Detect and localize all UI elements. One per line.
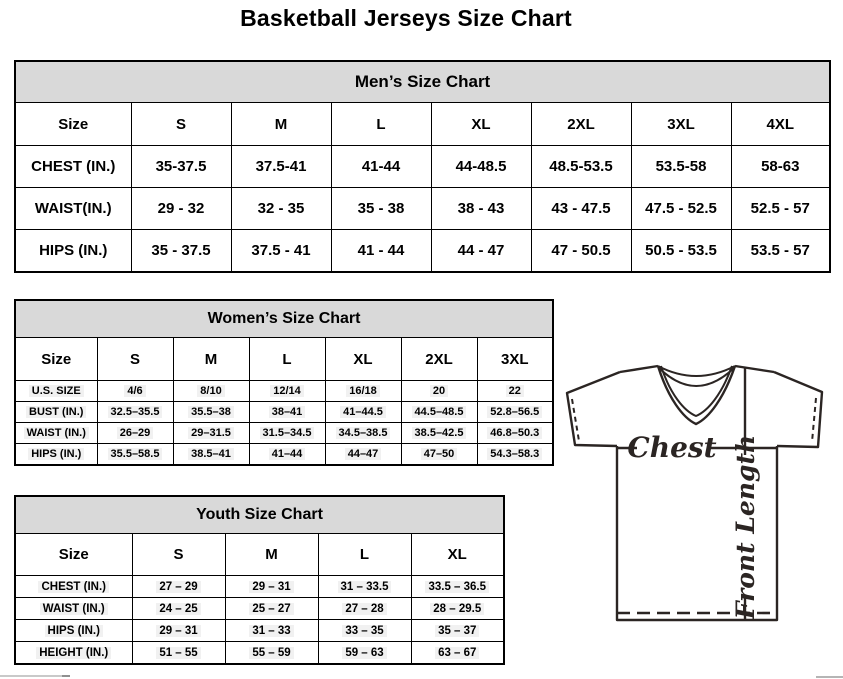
cell-value xyxy=(173,381,249,402)
cell-value: 53.5 - 57 xyxy=(731,230,830,273)
cell-value xyxy=(401,423,477,444)
cell-value-text: 46.8–50.3 xyxy=(487,427,542,439)
cell-value xyxy=(132,620,225,642)
cell-value xyxy=(97,423,173,444)
cell-value-text: 29 – 31 xyxy=(249,581,293,593)
cell-value xyxy=(249,381,325,402)
cell-value xyxy=(173,444,249,466)
cell-value-text: 38.5–41 xyxy=(188,448,234,460)
column-header: 2XL xyxy=(401,338,477,381)
cell-value xyxy=(477,444,553,466)
mens-table-title: Men’s Size Chart xyxy=(15,61,830,103)
cell-value-text: 29 – 31 xyxy=(156,625,200,637)
cell-value: 41 - 44 xyxy=(331,230,431,273)
cell-value xyxy=(318,620,411,642)
cell-value: 53.5-58 xyxy=(631,146,731,188)
cell-value: 35-37.5 xyxy=(131,146,231,188)
cell-value xyxy=(249,402,325,423)
cell-value xyxy=(325,402,401,423)
cell-value-text: 28 – 29.5 xyxy=(430,603,484,615)
jersey-shoulder-left xyxy=(620,366,658,372)
cell-value xyxy=(173,402,249,423)
cell-value-text: 38.5–42.5 xyxy=(412,427,467,439)
row-label xyxy=(15,402,97,423)
jersey-cuff-dash-right xyxy=(812,398,816,442)
cell-value xyxy=(249,444,325,466)
column-header-size: Size xyxy=(15,103,131,146)
cell-value xyxy=(401,444,477,466)
cell-value: 37.5-41 xyxy=(231,146,331,188)
jersey-sleeve-left xyxy=(567,372,620,446)
column-header: 2XL xyxy=(531,103,631,146)
column-header: 3XL xyxy=(631,103,731,146)
column-header-size: Size xyxy=(15,338,97,381)
row-label xyxy=(15,576,132,598)
cell-value: 52.5 - 57 xyxy=(731,188,830,230)
cell-value: 29 - 32 xyxy=(131,188,231,230)
cell-value xyxy=(132,598,225,620)
cell-value-text: 44.5–48.5 xyxy=(412,406,467,418)
row-label xyxy=(15,598,132,620)
cell-value-text: 29–31.5 xyxy=(188,427,234,439)
cutoff-content-sliver-left xyxy=(0,675,62,677)
cell-value xyxy=(318,598,411,620)
row-label xyxy=(15,642,132,665)
cell-value: 47 - 50.5 xyxy=(531,230,631,273)
column-header: M xyxy=(225,534,318,576)
cell-value-text: 31 – 33.5 xyxy=(338,581,392,593)
cell-value-text: 16/18 xyxy=(346,385,380,397)
jersey-collar-v-inner xyxy=(661,366,732,416)
cell-value-text: 26–29 xyxy=(117,427,154,439)
cell-value-text: 22 xyxy=(506,385,524,397)
womens-table-title: Women’s Size Chart xyxy=(15,300,553,338)
row-label xyxy=(15,423,97,444)
cell-value-text: 41–44 xyxy=(269,448,306,460)
cell-value-text: 31 – 33 xyxy=(249,625,293,637)
column-header: L xyxy=(249,338,325,381)
cell-value: 47.5 - 52.5 xyxy=(631,188,731,230)
column-header: M xyxy=(173,338,249,381)
cell-value-text: 52.8–56.5 xyxy=(487,406,542,418)
column-header: 4XL xyxy=(731,103,830,146)
row-label-text: WAIST (IN.) xyxy=(40,603,108,615)
row-label xyxy=(15,620,132,642)
cell-value-text: 27 – 29 xyxy=(156,581,200,593)
cell-value xyxy=(318,642,411,665)
column-header: L xyxy=(331,103,431,146)
cell-value-text: 4/6 xyxy=(124,385,145,397)
cell-value xyxy=(225,642,318,665)
cell-value-text: 63 – 67 xyxy=(435,647,479,659)
front-length-label: Front Length xyxy=(731,434,760,620)
cell-value xyxy=(249,423,325,444)
cell-value: 48.5-53.5 xyxy=(531,146,631,188)
row-label-text: BUST (IN.) xyxy=(26,406,86,418)
cell-value-text: 25 – 27 xyxy=(249,603,293,615)
cell-value xyxy=(411,620,504,642)
column-header: S xyxy=(97,338,173,381)
cell-value xyxy=(318,576,411,598)
column-header: XL xyxy=(411,534,504,576)
cell-value: 35 - 38 xyxy=(331,188,431,230)
cell-value xyxy=(325,381,401,402)
cutoff-content-sliver-left-tip xyxy=(62,675,70,677)
column-header: XL xyxy=(325,338,401,381)
jersey-shoulder-right xyxy=(735,366,774,372)
column-header: L xyxy=(318,534,411,576)
row-label-text: HIPS (IN.) xyxy=(45,625,103,637)
cell-value xyxy=(477,381,553,402)
cell-value xyxy=(225,620,318,642)
cell-value xyxy=(132,642,225,665)
cell-value-text: 20 xyxy=(430,385,448,397)
cell-value xyxy=(477,423,553,444)
row-label xyxy=(15,444,97,466)
row-label: HIPS (IN.) xyxy=(15,230,131,273)
cell-value xyxy=(401,381,477,402)
cutoff-content-sliver-right xyxy=(816,676,843,678)
cell-value: 50.5 - 53.5 xyxy=(631,230,731,273)
row-label-text: U.S. SIZE xyxy=(29,385,84,397)
row-label: WAIST(IN.) xyxy=(15,188,131,230)
cell-value-text: 59 – 63 xyxy=(342,647,386,659)
cell-value xyxy=(97,402,173,423)
cell-value xyxy=(325,423,401,444)
cell-value-text: 54.3–58.3 xyxy=(487,448,542,460)
column-header: 3XL xyxy=(477,338,553,381)
cell-value-text: 34.5–38.5 xyxy=(336,427,391,439)
cell-value xyxy=(97,381,173,402)
column-header: S xyxy=(131,103,231,146)
cell-value-text: 35 – 37 xyxy=(435,625,479,637)
cell-value: 37.5 - 41 xyxy=(231,230,331,273)
column-header-size: Size xyxy=(15,534,132,576)
youth-table-title: Youth Size Chart xyxy=(15,496,504,534)
jersey-collar-back xyxy=(658,366,735,376)
cell-value: 58-63 xyxy=(731,146,830,188)
jersey-measurement-diagram xyxy=(556,354,836,634)
cell-value: 41-44 xyxy=(331,146,431,188)
cell-value-text: 32.5–35.5 xyxy=(108,406,163,418)
column-header: M xyxy=(231,103,331,146)
cell-value-text: 27 – 28 xyxy=(342,603,386,615)
cell-value-text: 8/10 xyxy=(197,385,224,397)
cell-value xyxy=(225,598,318,620)
cell-value: 43 - 47.5 xyxy=(531,188,631,230)
cell-value-text: 35.5–58.5 xyxy=(108,448,163,460)
cell-value: 35 - 37.5 xyxy=(131,230,231,273)
cell-value xyxy=(97,444,173,466)
cell-value xyxy=(411,576,504,598)
cell-value xyxy=(401,402,477,423)
column-header: S xyxy=(132,534,225,576)
mens-size-table xyxy=(14,60,831,273)
column-header: XL xyxy=(431,103,531,146)
row-label-text: WAIST (IN.) xyxy=(24,427,89,439)
womens-size-table xyxy=(14,299,554,466)
youth-size-table xyxy=(14,495,505,665)
cell-value: 44 - 47 xyxy=(431,230,531,273)
cell-value-text: 24 – 25 xyxy=(156,603,200,615)
row-label-text: HEIGHT (IN.) xyxy=(36,647,111,659)
row-label-text: HIPS (IN.) xyxy=(28,448,84,460)
cell-value-text: 51 – 55 xyxy=(156,647,200,659)
cell-value: 38 - 43 xyxy=(431,188,531,230)
cell-value-text: 41–44.5 xyxy=(340,406,386,418)
cell-value xyxy=(411,598,504,620)
cell-value-text: 35.5–38 xyxy=(188,406,234,418)
cell-value-text: 47–50 xyxy=(421,448,458,460)
page-title: Basketball Jerseys Size Chart xyxy=(240,5,572,31)
cell-value-text: 55 – 59 xyxy=(249,647,293,659)
cell-value-text: 12/14 xyxy=(270,385,304,397)
chest-label: Chest xyxy=(627,431,717,464)
row-label xyxy=(15,381,97,402)
cell-value-text: 38–41 xyxy=(269,406,306,418)
cell-value: 44-48.5 xyxy=(431,146,531,188)
cell-value xyxy=(132,576,225,598)
cell-value xyxy=(411,642,504,665)
cell-value-text: 33 – 35 xyxy=(342,625,386,637)
cell-value: 32 - 35 xyxy=(231,188,331,230)
cell-value xyxy=(325,444,401,466)
cell-value-text: 31.5–34.5 xyxy=(260,427,315,439)
cell-value-text: 44–47 xyxy=(345,448,382,460)
cell-value xyxy=(477,402,553,423)
cell-value xyxy=(225,576,318,598)
row-label: CHEST (IN.) xyxy=(15,146,131,188)
cell-value-text: 33.5 – 36.5 xyxy=(425,581,489,593)
row-label-text: CHEST (IN.) xyxy=(38,581,109,593)
cell-value xyxy=(173,423,249,444)
